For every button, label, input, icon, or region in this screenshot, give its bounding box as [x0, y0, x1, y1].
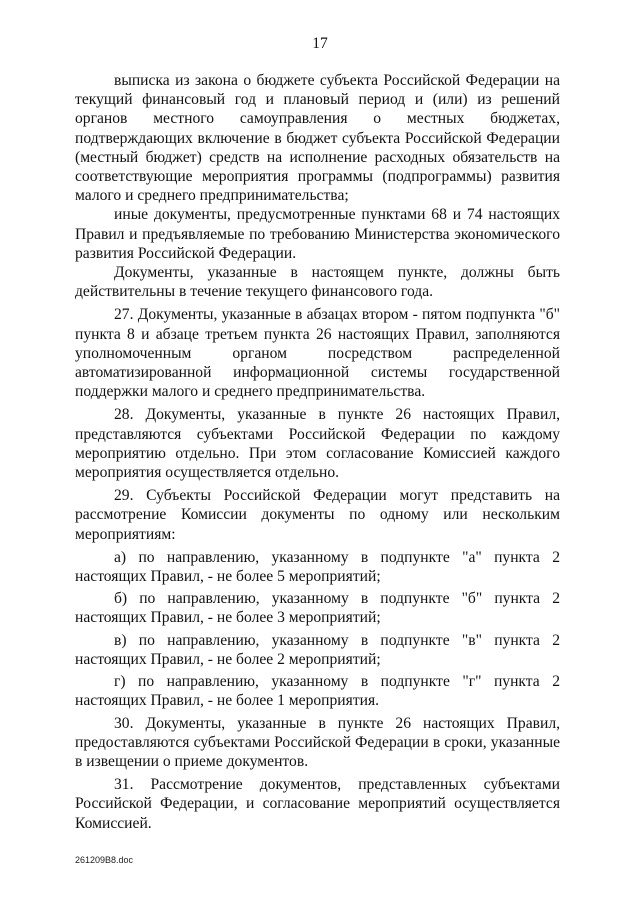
paragraph-documents-validity: Документы, указанные в настоящем пункте, должны быть действительны в течение текущего финансового года.: [75, 264, 560, 301]
subitem-v: в) по направлению, указанному в подпункте "в" пункта 2 настоящих Правил, - не более 2 мероприятий;: [75, 631, 560, 668]
document-body: [75, 71, 560, 833]
paragraph-budget-extract: выписка из закона о бюджете субъекта Российской Федерации на текущий финансовый год и плановый период и (или) из решений органов местного самоуправления о местных бюджетах, подтверждающих включение в бюджет субъекта Российской Федерации (местный бюджет) средств на исполнение расходных обязательств на соответствующие мероприятия программы (подпрограммы) развития малого и среднего предпринимательства;: [75, 72, 560, 205]
subitem-g: г) по направлению, указанному в подпункте "г" пункта 2 настоящих Правил, - не более 1 мероприятия.: [75, 673, 560, 710]
footer-file-name: 261209В8.doc: [75, 855, 134, 865]
paragraph-item-31: 31. Рассмотрение документов, представленных субъектами Российской Федерации, и согласование мероприятий осуществляется Комиссией.: [75, 776, 560, 832]
paragraph-item-30: 30. Документы, указанные в пункте 26 настоящих Правил, предоставляются субъектами Российской Федерации в сроки, указанные в извещении о приеме документов.: [75, 714, 560, 770]
subitem-b: б) по направлению, указанному в подпункте "б" пункта 2 настоящих Правил, - не более 3 мероприятий;: [75, 590, 560, 627]
paragraph-other-documents: иные документы, предусмотренные пунктами 68 и 74 настоящих Правил и предъявляемые по требованию Министерства экономического развития Российской Федерации.: [75, 206, 560, 262]
paragraph-item-29: 29. Субъекты Российской Федерации могут представить на рассмотрение Комиссии документы по одному или нескольким мероприятиям:: [75, 487, 560, 543]
paragraph-item-28: 28. Документы, указанные в пункте 26 настоящих Правил, представляются субъектами Российской Федерации по каждому мероприятию отдельно. При этом согласование Комиссией каждого мероприятия осуществляется отдельно.: [75, 406, 560, 482]
paragraph-item-27: 27. Документы, указанные в абзацах втором - пятом подпункта "б" пункта 8 и абзаце третьем пункта 26 настоящих Правил, заполняются уполномоченным органом посредством распределенной автоматизированной информационной системы государственной поддержки малого и среднего предпринимательства.: [75, 306, 560, 401]
subitem-a: а) по направлению, указанному в подпункте "а" пункта 2 настоящих Правил, - не более 5 мероприятий;: [75, 548, 560, 586]
page-number: 17: [312, 35, 328, 52]
subitems-29: [75, 548, 560, 711]
